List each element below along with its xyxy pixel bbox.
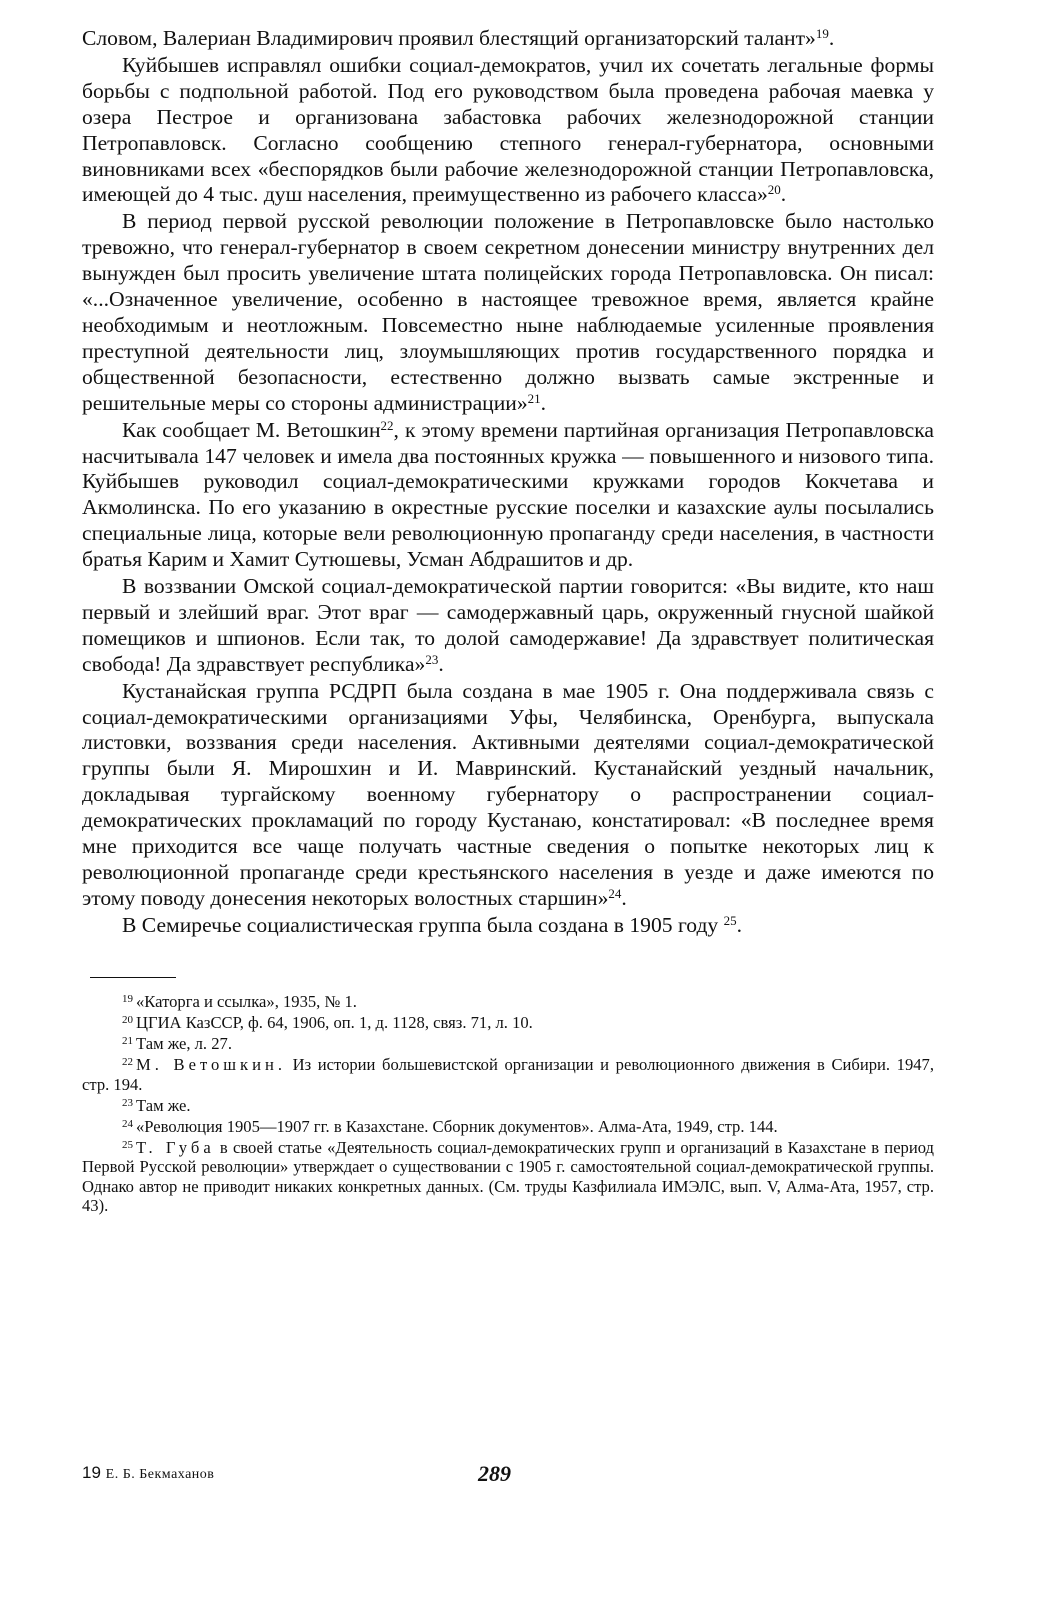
page-number: 289	[478, 1461, 511, 1486]
paragraph-tail: .	[828, 26, 835, 50]
paragraph-text: В период первой русской революции положение в Петропавловске было настолько тревожно, что генерал-губернатор в своем секретном донесении министру внутренних дел вынужден был просить увеличение штата полицейских города Петропавловска. Он писал: «...Означенное увеличение, особенно в настоящее тревожное время, является крайне необходимым и неотложным. Повсеместно ныне наблюдаемые усиленные проявления преступной деятельности лиц, злоумышляющих против государственного порядка и общественной безопасности, естественно должно вызвать самые экстренные и решительные меры со стороны администрации»	[82, 209, 934, 415]
footnote-ref: 24	[608, 885, 622, 901]
footnote-author: Т. Губа	[136, 1138, 215, 1158]
signature-number: 19	[82, 1463, 101, 1482]
footnote	[82, 1034, 934, 1053]
footnote-author: М. Ветошкин.	[136, 1055, 287, 1075]
paragraph-text: Словом, Валериан Владимирович проявил блестящий организаторский талант»	[82, 26, 816, 50]
footnote-ref: 22	[380, 417, 394, 433]
footnote-number: 23	[122, 1096, 133, 1109]
footnote	[82, 1117, 934, 1136]
paragraph	[82, 53, 934, 208]
footnote-text: ЦГИА КазССР, ф. 64, 1906, оп. 1, д. 1128, связ. 71, л. 10.	[136, 1012, 533, 1032]
footnote-ref: 21	[527, 390, 541, 406]
paragraph-text: В Семиречье социалистическая группа была создана в 1905 году	[122, 912, 719, 937]
paragraph	[82, 679, 934, 912]
footnote-text: Из истории большевистской организации и революционного движения в Сибири. 1947, стр. 194.	[82, 1055, 934, 1094]
paragraph	[82, 913, 934, 939]
paragraph-tail: .	[736, 912, 743, 937]
paragraph-text: В воззвании Омской социал-демократической партии говорится: «Вы видите, кто наш первый и злейший враг. Этот враг — самодержавный царь, окруженный гнусной шайкой помещиков и шпионов. Если так, то долой самодержавие! Да здравствует политическая свобода! Да здравствует республика»	[82, 574, 934, 676]
footnote-ref: 20	[767, 182, 781, 198]
paragraph	[82, 574, 934, 678]
footnote-text: «Революция 1905—1907 гг. в Казахстане. Сборник документов». Алма-Ата, 1949, стр. 144.	[136, 1116, 778, 1136]
footnote	[82, 1013, 934, 1032]
footnote-ref: 23	[425, 651, 439, 667]
paragraph	[82, 418, 934, 573]
page-content	[82, 26, 934, 1217]
footnote-number: 21	[122, 1035, 133, 1048]
footnote	[82, 992, 934, 1011]
footnote	[82, 1055, 934, 1093]
footnote-separator	[90, 977, 176, 978]
paragraph-tail: .	[780, 182, 787, 207]
body-text	[82, 26, 934, 939]
footnote-text: Там же.	[136, 1095, 191, 1115]
paragraph-tail: .	[621, 885, 627, 910]
footnote-number: 20	[122, 1013, 133, 1026]
footnote-number: 22	[122, 1056, 133, 1069]
footnote-number: 25	[122, 1139, 133, 1152]
footnote	[82, 1138, 934, 1215]
paragraph-tail: .	[540, 390, 547, 415]
paragraph	[82, 209, 934, 416]
paragraph	[82, 26, 934, 52]
footnote-text: Там же, л. 27.	[136, 1034, 232, 1054]
signature-author: Е. Б. Бекмаханов	[105, 1467, 215, 1482]
footnote-number: 24	[122, 1117, 133, 1130]
page-footer	[82, 1463, 934, 1493]
paragraph-text: Куйбышев исправлял ошибки социал-демократов, учил их сочетать легальные формы борьбы с подпольной работой. Под его руководством была проведена рабочая маевка у озера Пестрое и организована забастовка рабочих железнодорожной станции Петропавловск. Согласно сообщению степного генерал-губернатора, основными виновниками всех «беспорядков были рабочие железнодорожной станции Петропавловска, имеющей до 4 тыс. душ населения, преимущественно из рабочего класса»	[82, 52, 934, 207]
paragraph-text: , к этому времени партийная организация Петропавловска насчитывала 147 человек и имела два постоянных кружка — повышенного и низового типа. Куйбышев руководил социал-демократическими кружками городов Кокчетава и Акмолинска. По его указанию в окрестные русские поселки и казахские аулы посылались специальные лица, которые вели революционную пропаганду среди населения, в частности братья Карим и Хамит Сутюшевы, Усман Абдрашитов и др.	[82, 417, 934, 572]
footnotes	[82, 992, 934, 1215]
footnote-number: 19	[122, 992, 133, 1005]
footnote-text: «Каторга и ссылка», 1935, № 1.	[136, 991, 357, 1011]
footnote	[82, 1096, 934, 1115]
printer-signature	[82, 1463, 214, 1483]
footnote-ref: 19	[815, 26, 829, 41]
paragraph-tail: .	[438, 651, 444, 676]
footnote-ref: 25	[723, 912, 737, 928]
footnote-text: в своей статье «Деятельность социал-демократических групп и организаций в Казахстане в период Первой Русской революции» утверждает о существовании с 1905 г. самостоятельной социал-демократической группы. Однако автор не приводит никаких конкретных данных. (См. труды Казфилиала ИМЭЛС, вып. V, Алма-Ата, 1957, стр. 43).	[82, 1138, 934, 1215]
paragraph-text: Кустанайская группа РСДРП была создана в мае 1905 г. Она поддерживала связь с социал-демократическими организациями Уфы, Челябинска, Оренбурга, выпускала листовки, воззвания среди населения. Активными деятелями социал-демократической группы были Я. Мирошхин и И. Мавринский. Кустанайский уездный начальник, докладывая тургайскому военному губернатору о распространении социал-демократических прокламаций по городу Кустанаю, констатировал: «В последнее время мне приходится все чаще получать частные сведения о попытке некоторых лиц к революционной пропаганде среди крестьянского населения в уезде и даже имеются по этому поводу донесения некоторых волостных старшин»	[82, 678, 934, 910]
paragraph-text: Как сообщает М. Ветошкин	[122, 417, 381, 442]
